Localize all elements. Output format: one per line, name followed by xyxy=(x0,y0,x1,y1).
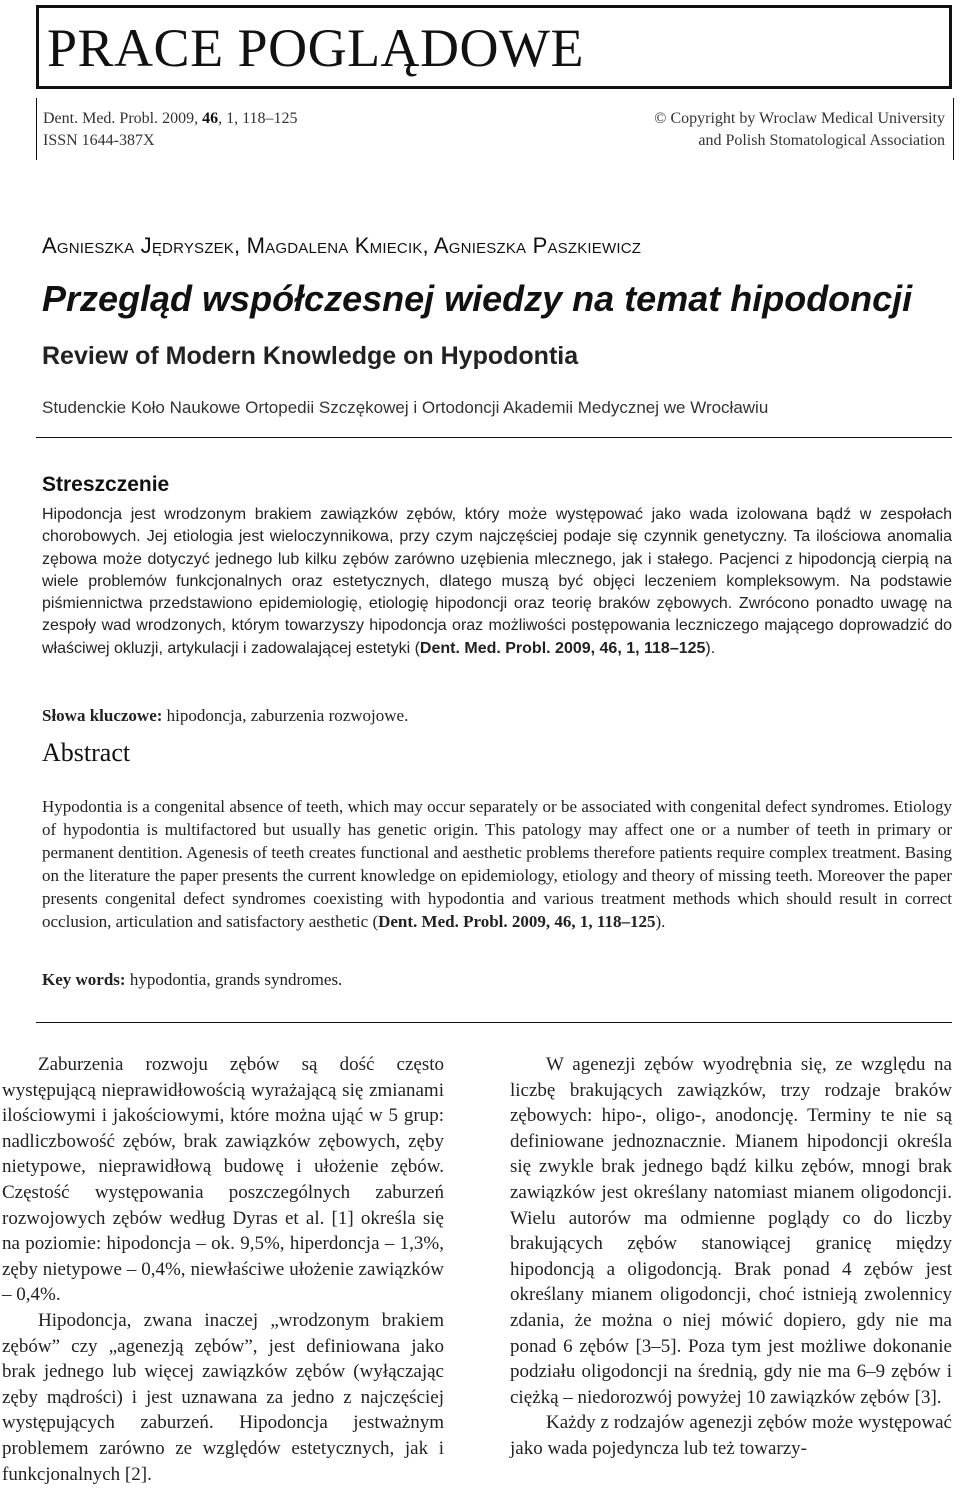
keywords-english-label: Key words: xyxy=(42,970,126,989)
paragraph: Hipodoncja, zwana inaczej „wrodzonym brakiem zębów” czy „agenezją zębów”, jest definiowana jako brak jednego lub więcej zawiązków zębów (wyłączając zęby mądrości) i jest uznawana za jedno z najczęściej występujących zaburzeń. Hipodoncja jestważnym problemem zarówno ze względów estetycznych, jak i funkcjonalnych [2]. xyxy=(2,1309,444,1485)
divider xyxy=(36,437,952,438)
divider xyxy=(36,1022,952,1023)
abstract-end: ). xyxy=(655,911,666,931)
abstract-body xyxy=(42,796,952,933)
keywords-polish-values: hipodoncja, zaburzenia rozwojowe. xyxy=(162,706,409,725)
title-english: Review of Modern Knowledge on Hypodontia xyxy=(42,342,579,370)
paragraph: Każdy z rodzajów agenezji zębów może występować jako wada pojedyncza lub też towarzy- xyxy=(510,1412,952,1459)
journal-name: Dent. Med. Probl. 2009, xyxy=(43,110,203,127)
abstract-citation: Dent. Med. Probl. 2009, 46, 1, 118–125 xyxy=(378,911,656,931)
journal-meta xyxy=(36,98,954,160)
journal-volume: 46 xyxy=(202,110,219,127)
keywords-polish xyxy=(42,704,952,728)
title-polish: Przegląd współczesnej wiedzy na temat hipodoncji xyxy=(42,278,913,319)
issn: ISSN 1644-387X xyxy=(43,132,155,149)
streszczenie-text: Hipodoncja jest wrodzonym brakiem zawiązków zębów, który może występować jako wada izolowana bądź w zespołach chorobowych. Jej etiologia jest wieloczynnikowa, przy czym najczęściej podaje się czynnik genetyczny. Ta ilościowa anomalia zębowa może dotyczyć jednego lub kilku zębów zarówno uzębienia mlecznego, jak i stałego. Pacjenci z hipodoncją cierpią na wiele problemów funkcjonalnych oraz estetycznych, dlatego muszą być objęci leczeniem kompleksowym. Na podstawie piśmiennictwa przedstawiono epidemiologię, etiologię hipodoncji oraz teorię braków zębowych. Zwrócono ponadto uwagę na zespoły wad wrodzonych, którym towarzyszy hipodoncja oraz możliwości postępowania leczniczego mającego doprowadzić do właściwej okluzji, artykulacji i zadowalającej estetyki ( xyxy=(42,506,952,657)
copyright-notice xyxy=(654,108,945,152)
copyright-line-2: and Polish Stomatological Association xyxy=(698,132,945,149)
body-column-right xyxy=(510,1052,952,1462)
abstract-heading: Abstract xyxy=(42,738,131,767)
keywords-english-values: hypodontia, grands syndromes. xyxy=(125,970,343,989)
journal-citation xyxy=(43,108,298,152)
affiliation: Studenckie Koło Naukowe Ortopedii Szczękowej i Ortodoncji Akademii Medycznej we Wrocławiu xyxy=(42,398,769,417)
section-title: PRACE POGLĄDOWE xyxy=(47,18,585,78)
streszczenie-body xyxy=(42,504,952,660)
streszczenie-citation: Dent. Med. Probl. 2009, 46, 1, 118–125 xyxy=(419,639,706,657)
section-masthead xyxy=(36,5,952,89)
streszczenie-end: ). xyxy=(705,639,716,657)
keywords-english xyxy=(42,968,952,992)
paragraph: W agenezji zębów wyodrębnia się, ze względu na liczbę brakujących zawiązków, trzy rodzaje braków zębowych: hipo-, oligo-, anodoncję. Terminy te nie są definiowane jednoznacznie. Mianem hipodoncji określa się zwykle brak jednego bądź kilku zębów, mnogi brak zawiązków jest określany natomiast mianem oligodoncji. Wielu autorów ma odmienne poglądy co do liczby brakujących zębów stanowiącej granicę między hipodoncją a oligodoncją. Brak ponad 4 zębów jest określany mianem oligodoncji, choć istnieją zwolennicy zdania, że można o niej mówić dopiero, gdy nie ma ponad 6 zębów [3–5]. Poza tym jest możliwe dokonanie podziału oligodoncji na średnią, gdy nie ma 6–9 zębów i ciężką – niedorozwój powyżej 10 zawiązków zębów [3]. xyxy=(510,1054,952,1408)
body-column-left xyxy=(2,1052,444,1487)
copyright-line-1: © Copyright by Wroclaw Medical University xyxy=(654,110,945,127)
abstract-text: Hypodontia is a congenital absence of teeth, which may occur separately or be associated with congenital defect syndromes. Etiology of hypodontia is multifactored but usually has genetic origin. This patology may affect one or a number of teeth in primary or permanent dentition. Agenesis of teeth creates functional and aesthetic problems therefore patients require complex treatment. Basing on the literature the paper presents the current knowledge on epidemiology, etiology and theory of missing teeth. Moreover the paper presents congenital defect syndromes coexisting with hypodontia and various treatment methods which should result in correct occlusion, articulation and satisfactory aesthetic ( xyxy=(42,797,952,931)
keywords-polish-label: Słowa kluczowe: xyxy=(42,706,163,725)
paragraph: Zaburzenia rozwoju zębów są dość często występującą nieprawidłowością wyrażającą się zmianami ilościowymi i jakościowymi, które można ująć w 5 grup: nadliczbowość zębów, brak zawiązków zębowych, zęby nietypowe, nieprawidłową budowę i ułożenie zębów. Częstość występowania poszczególnych zaburzeń rozwojowych zębów według Dyras et al. [1] określa się na poziomie: hipodoncja – ok. 9,5%, hiperdoncja – 1,3%, zęby nietypowe – 0,4%, niewłaściwe ułożenie zawiązków – 0,4%. xyxy=(2,1054,444,1306)
streszczenie-heading: Streszczenie xyxy=(42,473,170,496)
journal-pages: , 1, 118–125 xyxy=(218,110,298,127)
authors: Agnieszka Jędryszek, Magdalena Kmiecik, Agnieszka Paszkiewicz xyxy=(42,233,642,258)
journal-volume-line xyxy=(43,108,298,130)
